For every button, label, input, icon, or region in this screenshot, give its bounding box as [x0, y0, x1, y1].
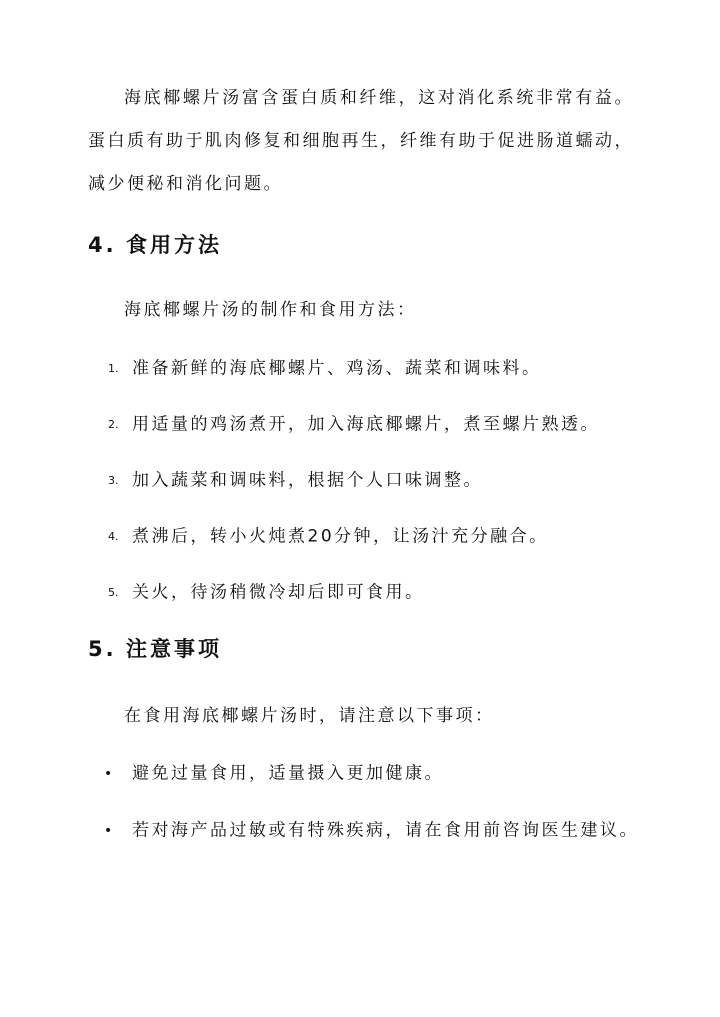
section-heading-precautions [88, 634, 222, 664]
list-item [104, 817, 639, 844]
list-marker: 2. [108, 417, 119, 431]
list-marker: 4. [108, 529, 119, 543]
list-item [108, 411, 600, 438]
list-item-text: 用适量的鸡汤煮开，加入海底椰螺片，煮至螺片熟透。 [132, 414, 600, 435]
bullet-marker: • [104, 765, 113, 782]
section-heading-usage [88, 230, 222, 260]
list-marker: 5. [108, 585, 119, 599]
usage-intro: 海底椰螺片汤的制作和食用方法： [124, 300, 417, 320]
precautions-intro: 在食用海底椰螺片汤时，请注意以下事项： [124, 706, 495, 726]
list-item-text: 关火，待汤稍微冷却后即可食用。 [132, 582, 425, 603]
section-title: 食用方法 [126, 233, 222, 257]
bullet-marker: • [104, 822, 113, 839]
list-item [108, 467, 483, 494]
section-title: 注意事项 [126, 637, 222, 661]
list-item [104, 760, 444, 787]
list-item-text: 煮沸后，转小火炖煮20分钟，让汤汁充分融合。 [132, 526, 549, 547]
list-marker: 1. [108, 361, 119, 375]
list-item-text: 加入蔬菜和调味料，根据个人口味调整。 [132, 470, 483, 491]
section-number: 5. [88, 637, 117, 661]
list-item-text: 避免过量食用，适量摄入更加健康。 [132, 763, 444, 784]
digestion-paragraph: 海底椰螺片汤富含蛋白质和纤维，这对消化系统非常有益。蛋白质有助于肌肉修复和细胞再生，纤维有助于促进肠道蠕动，减少便秘和消化问题。 [88, 88, 634, 194]
list-item [108, 579, 425, 606]
list-item [108, 523, 549, 550]
list-item-text: 准备新鲜的海底椰螺片、鸡汤、蔬菜和调味料。 [132, 358, 542, 379]
list-item [108, 355, 542, 382]
section-number: 4. [88, 233, 117, 257]
list-marker: 3. [108, 473, 119, 487]
list-item-text: 若对海产品过敏或有特殊疾病，请在食用前咨询医生建议。 [132, 820, 639, 841]
